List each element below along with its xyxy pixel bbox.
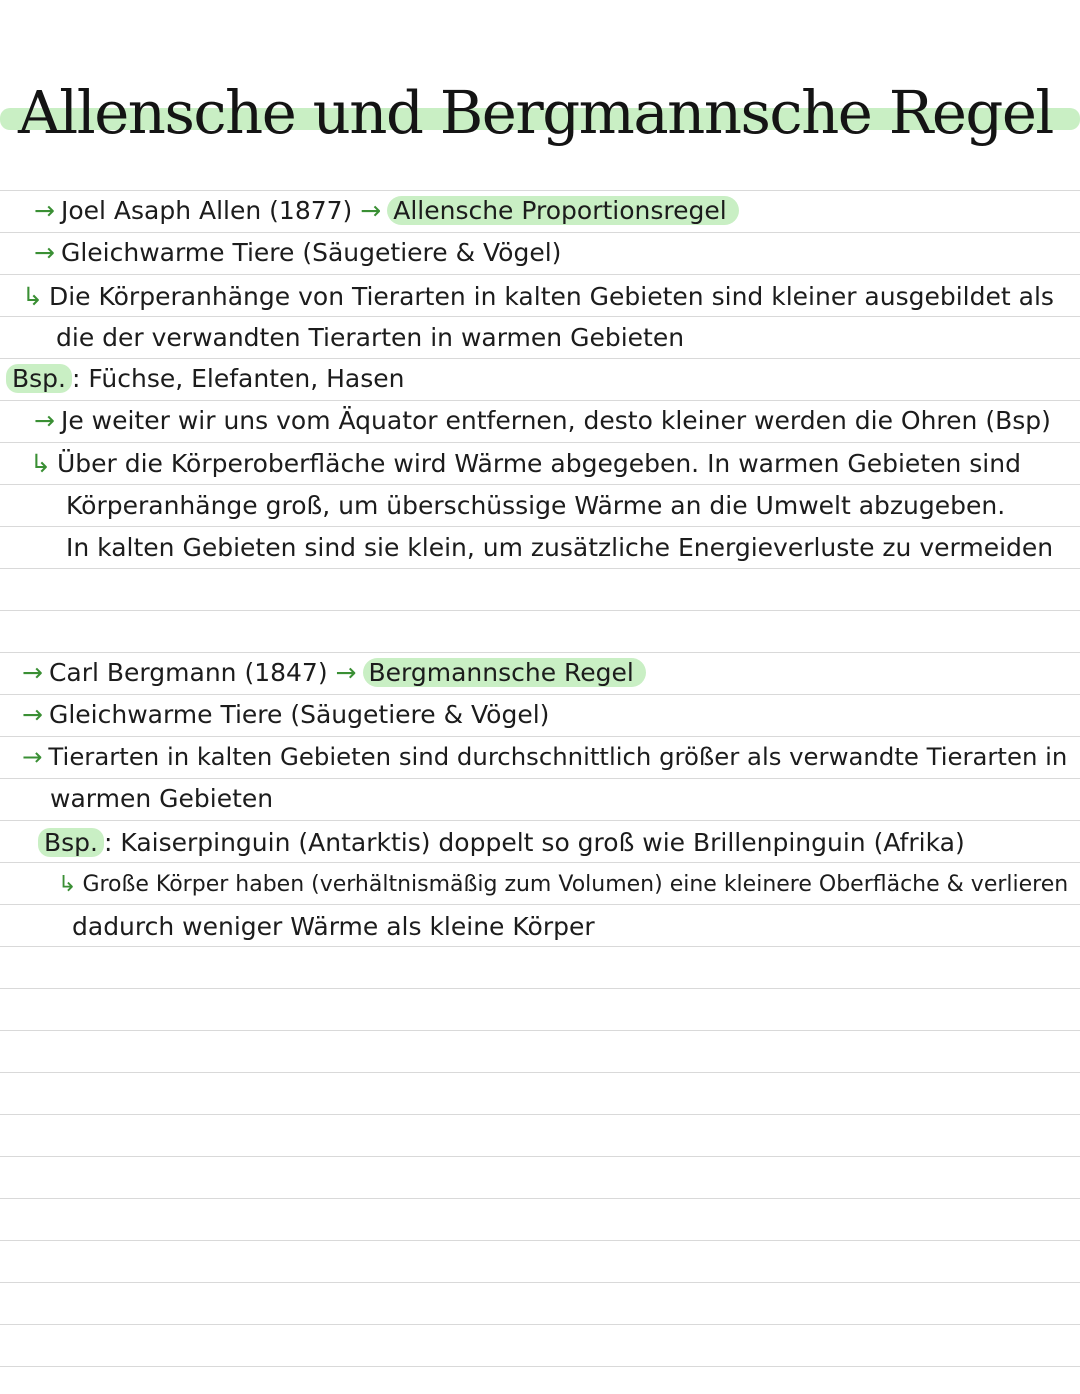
allen-explanation-1: Über die Körperoberfläche wird Wärme abgegeben. In warmen Gebieten sind (56, 449, 1021, 478)
ruled-line (0, 1240, 1080, 1241)
ruled-line (0, 568, 1080, 569)
ruled-line (0, 988, 1080, 989)
bergmann-explanation-line-1 (58, 868, 1068, 902)
allen-example-line (6, 362, 405, 396)
ruled-line (0, 1114, 1080, 1115)
allen-explanation-3: In kalten Gebieten sind sie klein, um zusätzliche Energieverluste zu vermeiden (66, 533, 1054, 562)
arrow-icon: → (22, 658, 43, 687)
bergmann-author: Carl Bergmann (1847) (48, 658, 328, 687)
ruled-line (0, 190, 1080, 191)
allen-statement-1: Die Körperanhänge von Tierarten in kalten Gebieten sind kleiner ausgebildet als (48, 282, 1054, 311)
arrow-icon: → (34, 238, 55, 267)
allen-rule-name: Allensche Proportionsregel (387, 196, 738, 225)
allen-example-text: : Füchse, Elefanten, Hasen (72, 364, 405, 393)
allen-statement-line-1 (22, 280, 1054, 314)
arrow-icon: → (360, 196, 382, 225)
ruled-line (0, 862, 1080, 863)
bergmann-statement-line-2 (50, 782, 273, 816)
ruled-line (0, 1282, 1080, 1283)
ruled-line (0, 316, 1080, 317)
allen-explanation-line-3 (66, 531, 1053, 565)
arrow-icon: → (22, 700, 43, 729)
sub-arrow-icon: ↳ (22, 282, 43, 311)
ruled-line (0, 1030, 1080, 1031)
allen-explanation-line-2 (66, 489, 1005, 523)
allen-author: Joel Asaph Allen (1877) (60, 196, 353, 225)
ruled-line (0, 820, 1080, 821)
title-block (0, 70, 1080, 160)
ruled-line (0, 358, 1080, 359)
bergmann-example-line (38, 826, 965, 860)
ruled-line (0, 274, 1080, 275)
allen-animals: Gleichwarme Tiere (Säugetiere & Vögel) (60, 238, 562, 267)
sub-arrow-icon: ↳ (30, 449, 51, 478)
allen-animals-line (34, 236, 561, 270)
allen-consequence: Je weiter wir uns vom Äquator entfernen, desto kleiner werden die Ohren (Bsp) (60, 406, 1051, 435)
allen-consequence-line (34, 404, 1051, 438)
example-label: Bsp. (38, 828, 104, 857)
ruled-line (0, 1156, 1080, 1157)
bergmann-explanation-1: Große Körper haben (verhältnismäßig zum Volumen) eine kleinere Oberfläche & verlieren (82, 872, 1069, 897)
allen-statement-line-2 (56, 321, 684, 355)
allen-author-line (34, 194, 739, 228)
bergmann-statement-1: Tierarten in kalten Gebieten sind durchschnittlich größer als verwandte Tierarten in (48, 742, 1068, 771)
bergmann-animals: Gleichwarme Tiere (Säugetiere & Vögel) (48, 700, 550, 729)
ruled-line (0, 484, 1080, 485)
ruled-line (0, 1324, 1080, 1325)
ruled-line (0, 1366, 1080, 1367)
bergmann-author-line (22, 656, 646, 690)
page-title: Allensche und Bergmannsche Regel (18, 78, 1053, 147)
ruled-line (0, 736, 1080, 737)
allen-explanation-line-1 (30, 447, 1021, 481)
ruled-line (0, 904, 1080, 905)
bergmann-rule-name: Bergmannsche Regel (363, 658, 646, 687)
bergmann-animals-line (22, 698, 549, 732)
arrow-icon: → (335, 658, 357, 687)
bergmann-explanation-2: dadurch weniger Wärme als kleine Körper (72, 912, 595, 941)
arrow-icon: → (22, 742, 43, 771)
ruled-line (0, 400, 1080, 401)
ruled-line (0, 652, 1080, 653)
ruled-line (0, 610, 1080, 611)
bergmann-example-text: : Kaiserpinguin (Antarktis) doppelt so groß wie Brillenpinguin (Afrika) (104, 828, 965, 857)
example-label: Bsp. (6, 364, 72, 393)
ruled-line (0, 778, 1080, 779)
bergmann-explanation-line-2 (72, 910, 595, 944)
ruled-line (0, 1198, 1080, 1199)
ruled-line (0, 694, 1080, 695)
bergmann-statement-2: warmen Gebieten (50, 784, 274, 813)
arrow-icon: → (34, 196, 55, 225)
ruled-line (0, 232, 1080, 233)
ruled-line (0, 442, 1080, 443)
ruled-line (0, 1072, 1080, 1073)
ruled-line (0, 526, 1080, 527)
bergmann-statement-line-1 (22, 740, 1067, 774)
sub-arrow-icon: ↳ (58, 872, 77, 897)
allen-explanation-2: Körperanhänge groß, um überschüssige Wärme an die Umwelt abzugeben. (66, 491, 1006, 520)
ruled-line (0, 946, 1080, 947)
arrow-icon: → (34, 406, 55, 435)
allen-statement-2: die der verwandten Tierarten in warmen Gebieten (56, 323, 685, 352)
